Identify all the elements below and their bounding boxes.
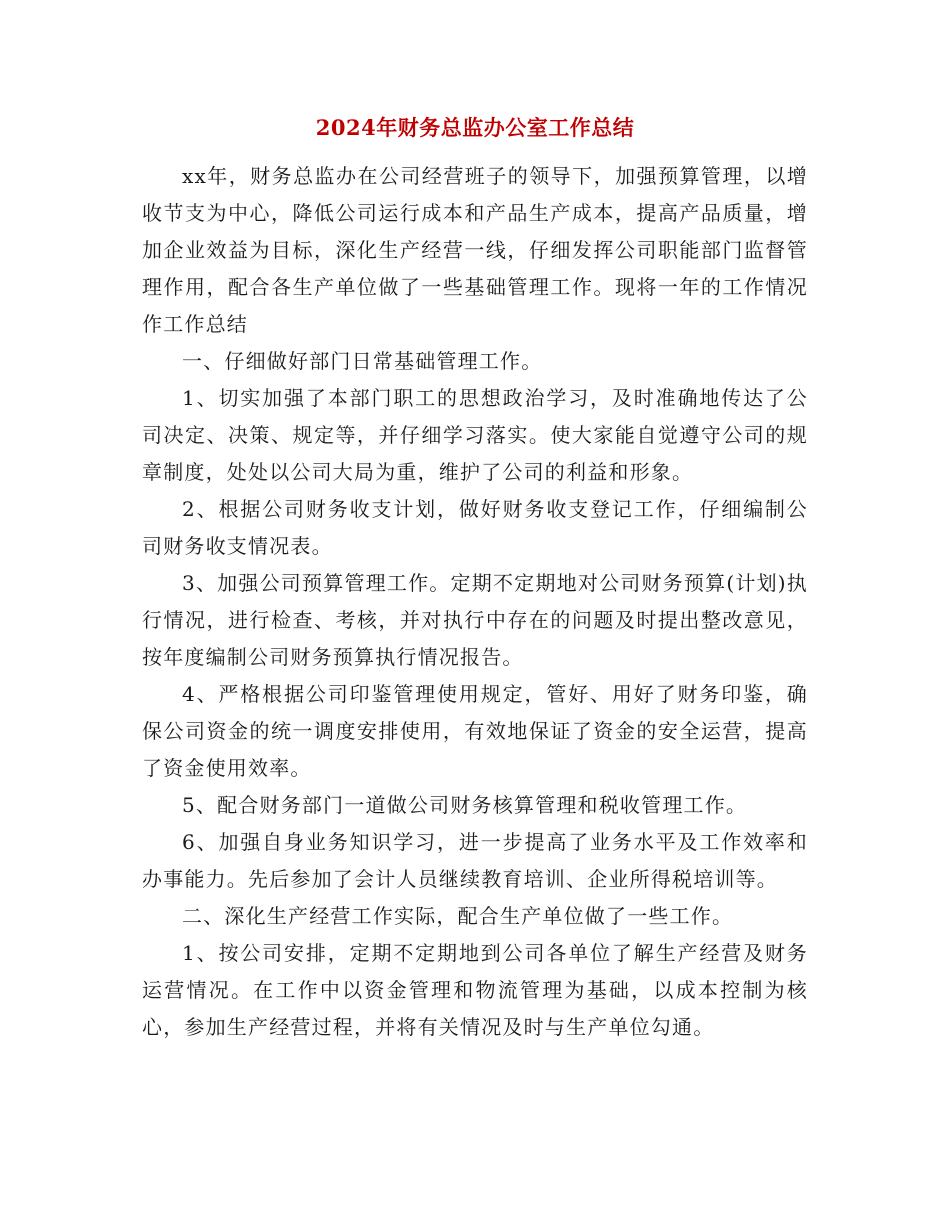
paragraph-item-1-1: 1、切实加强了本部门职工的思想政治学习，及时准确地传达了公司决定、决策、规定等，并仔细学习落实。使大家能自觉遵守公司的规章制度，处处以公司大局为重，维护了公司的利益和形象。 — [142, 386, 808, 484]
paragraph-item-1-6: 6、加强自身业务知识学习，进一步提高了业务水平及工作效率和办事能力。先后参加了会计人员继续教育培训、企业所得税培训等。 — [142, 830, 808, 891]
paragraph-item-1-5: 5、配合财务部门一道做公司财务核算管理和税收管理工作。 — [182, 793, 748, 817]
paragraph-item-1-4: 4、严格根据公司印鉴管理使用规定，管好、用好了财务印鉴，确保公司资金的统一调度安排使用，有效地保证了资金的安全运营，提高了资金使用效率。 — [142, 682, 808, 780]
document-title: 2024年财务总监办公室工作总结 — [315, 115, 635, 140]
paragraph-item-2-1: 1、按公司安排，定期不定期地到公司各单位了解生产经营及财务运营情况。在工作中以资金管理和物流管理为基础，以成本控制为核心，参加生产经营过程，并将有关情况及时与生产单位勾通。 — [142, 941, 808, 1039]
document-page — [142, 110, 808, 1046]
paragraph-item-1-3: 3、加强公司预算管理工作。定期不定期地对公司财务预算(计划)执行情况，进行检查、考核，并对执行中存在的问题及时提出整改意见，按年度编制公司财务预算执行情况报告。 — [142, 571, 808, 669]
paragraph-section-2-heading: 二、深化生产经营工作实际，配合生产单位做了一些工作。 — [182, 904, 734, 928]
paragraph-item-1-2: 2、根据公司财务收支计划，做好财务收支登记工作，仔细编制公司财务收支情况表。 — [142, 497, 808, 558]
paragraph-intro: xx年，财务总监办在公司经营班子的领导下，加强预算管理，以增收节支为中心，降低公司运行成本和产品生产成本，提高产品质量，增加企业效益为目标，深化生产经营一线，仔细发挥公司职能部门监督管理作用，配合各生产单位做了一些基础管理工作。现将一年的工作情况作工作总结 — [142, 164, 808, 336]
paragraph-section-1-heading: 一、仔细做好部门日常基础管理工作。 — [182, 349, 543, 373]
